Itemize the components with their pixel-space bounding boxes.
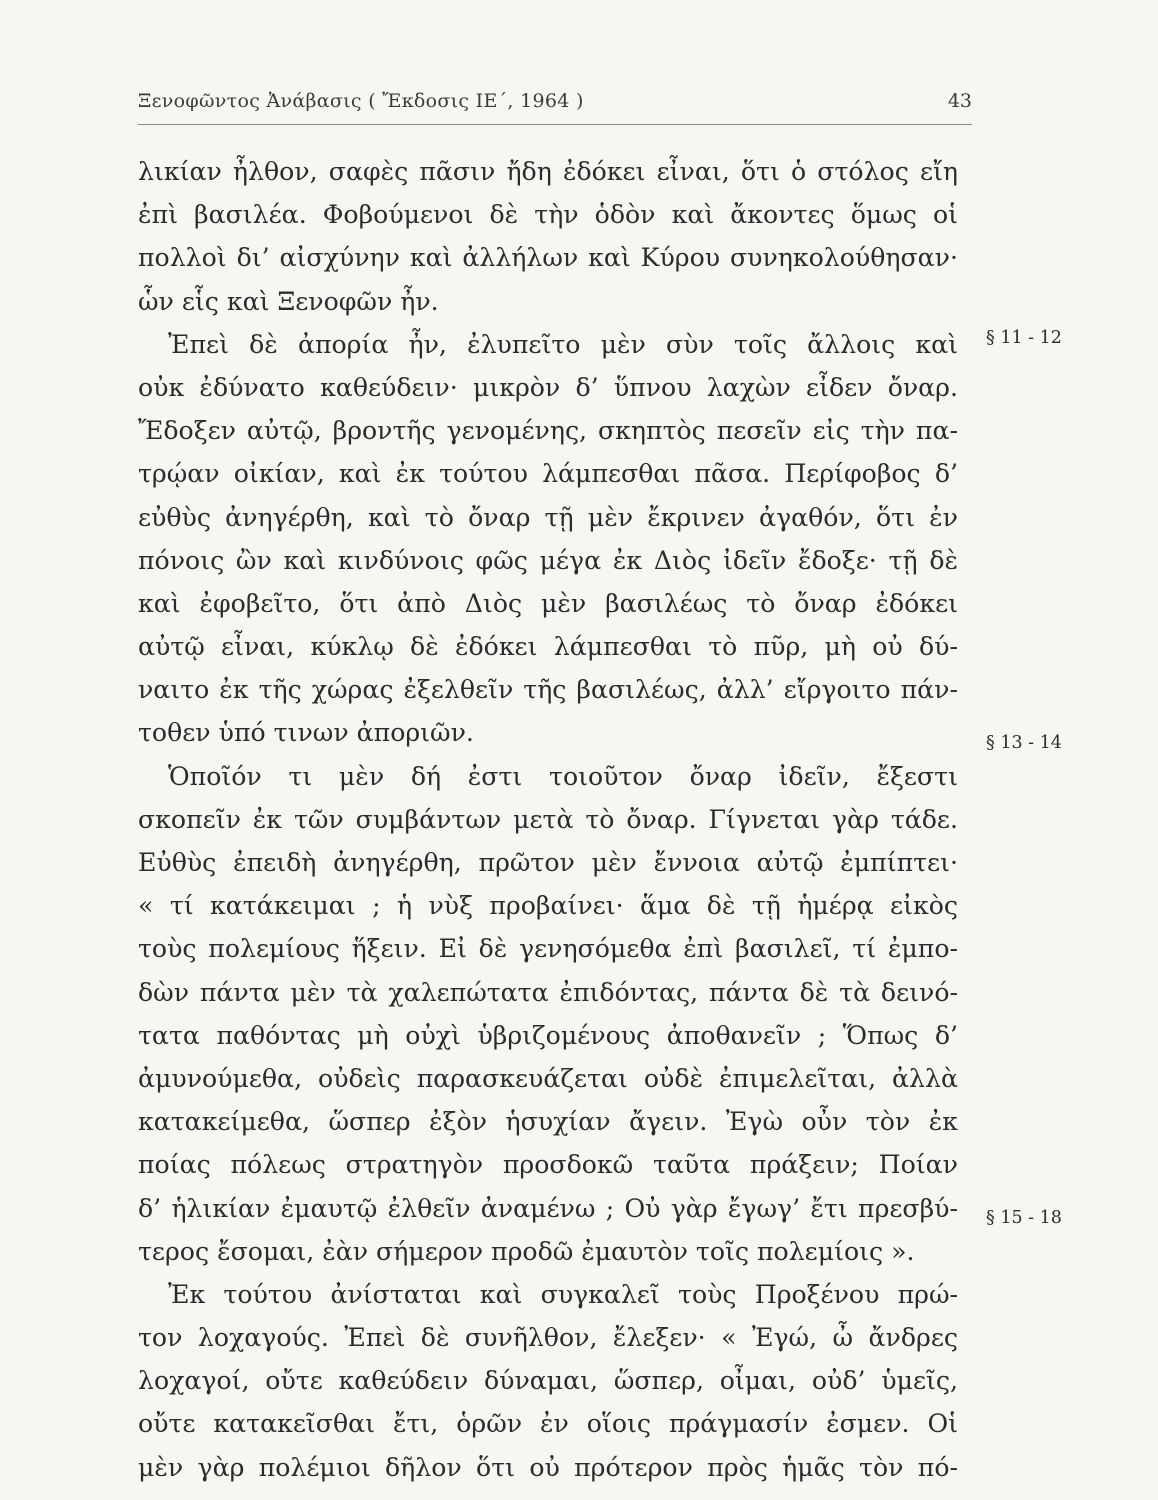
text-line: ναιτο ἐκ τῆς χώρας ἐξελθεῖν τῆς βασιλέως, ἀλλ’ εἴργοιτο πάν-: [138, 675, 958, 705]
text-line: σκοπεῖν ἐκ τῶν συμβάντων μετὰ τὸ ὄναρ. Γίγνεται γὰρ τάδε.: [138, 804, 958, 834]
text-line: τρῴαν οἰκίαν, καὶ ἐκ τούτου λάμπεσθαι πᾶσα. Περίφοβος δ’: [138, 459, 958, 489]
body-text: [138, 150, 958, 1489]
text-line: ὧν εἷς καὶ Ξενοφῶν ἦν.: [138, 286, 439, 316]
text-line: τοὺς πολεμίους ἥξειν. Εἰ δὲ γενησόμεθα ἐπὶ βασιλεῖ, τί ἐμπο-: [138, 934, 958, 964]
text-line: δὼν πάντα μὲν τὰ χαλεπώτατα ἐπιδόντας, πάντα δὲ τὰ δεινό-: [138, 977, 958, 1007]
text-line: ἀμυνούμεθα, οὐδεὶς παρασκευάζεται οὐδὲ ἐπιμελεῖται, ἀλλὰ: [138, 1063, 958, 1093]
margin-note-section: § 15 - 18: [986, 1208, 1062, 1228]
header-title: Ξενοφῶντος Ἀνάβασις ( Ἔκδοσις ΙΕ΄, 1964 ): [138, 90, 584, 112]
text-line: τατα παθόντας μὴ οὐχὶ ὑβριζομένους ἀποθανεῖν ; Ὅπως δ’: [138, 1020, 958, 1050]
text-line: τον λοχαγούς. Ἐπεὶ δὲ συνῆλθον, ἔλεξεν· « Ἐγώ, ὦ ἄνδρες: [138, 1323, 958, 1353]
text-line: λικίαν ἦλθον, σαφὲς πᾶσιν ἤδη ἐδόκει εἶναι, ὅτι ὁ στόλος εἴη: [138, 157, 958, 186]
margin-note-section: § 13 - 14: [986, 733, 1062, 753]
text-line: Ὁποῖόν τι μὲν δή ἐστι τοιοῦτον ὄναρ ἰδεῖν, ἔξεστι: [168, 761, 958, 791]
text-line: Ἔδοξεν αὐτῷ, βροντῆς γενομένης, σκηπτὸς πεσεῖν εἰς τὴν πα-: [138, 416, 958, 446]
text-line: Ἐπεὶ δὲ ἀπορία ἦν, ἐλυπεῖτο μὲν σὺν τοῖς ἄλλοις καὶ: [168, 329, 958, 359]
running-header: [138, 90, 972, 125]
text-line: Ἐκ τούτου ἀνίσταται καὶ συγκαλεῖ τοὺς Προξένου πρώ-: [168, 1279, 958, 1309]
text-line: « τί κατάκειμαι ; ἡ νὺξ προβαίνει· ἅμα δὲ τῇ ἡμέρᾳ εἰκὸς: [138, 891, 958, 921]
text-line: ἐπὶ βασιλέα. Φοβούμενοι δὲ τὴν ὁδὸν καὶ ἄκοντες ὅμως οἱ: [138, 200, 958, 230]
text-line: πόνοις ὢν καὶ κινδύνοις φῶς μέγα ἐκ Διὸς ἰδεῖν ἔδοξε· τῇ δὲ: [138, 545, 958, 575]
text-line: δ’ ἡλικίαν ἐμαυτῷ ἐλθεῖν ἀναμένω ; Οὐ γὰρ ἔγωγ’ ἔτι πρεσβύ-: [138, 1193, 958, 1223]
text-line: οὐκ ἐδύνατο καθεύδειν· μικρὸν δ’ ὕπνου λαχὼν εἶδεν ὄναρ.: [138, 372, 958, 402]
text-line: λοχαγοί, οὔτε καθεύδειν δύναμαι, ὥσπερ, οἶμαι, οὐδ’ ὑμεῖς,: [138, 1366, 958, 1396]
margin-note-section: § 11 - 12: [986, 328, 1062, 348]
text-line: τοθεν ὑπό τινων ἀποριῶν.: [138, 718, 474, 748]
text-line: πολλοὶ δι’ αἰσχύνην καὶ ἀλλήλων καὶ Κύρου συνηκολούθησαν·: [138, 243, 958, 273]
text-line: Εὐθὺς ἐπειδὴ ἀνηγέρθη, πρῶτον μὲν ἔννοια αὐτῷ ἐμπίπτει·: [138, 848, 958, 877]
text-line: ποίας πόλεως στρατηγὸν προσδοκῶ ταῦτα πράξειν; Ποίαν: [138, 1150, 958, 1180]
page-number: 43: [947, 90, 972, 112]
text-line: οὔτε κατακεῖσθαι ἔτι, ὁρῶν ἐν οἵοις πράγμασίν ἐσμεν. Οἱ: [138, 1409, 958, 1439]
text-line: κατακείμεθα, ὥσπερ ἐξὸν ἡσυχίαν ἄγειν. Ἐγὼ οὖν τὸν ἐκ: [138, 1107, 958, 1137]
text-line: αὐτῷ εἶναι, κύκλῳ δὲ ἐδόκει λάμπεσθαι τὸ πῦρ, μὴ οὐ δύ-: [138, 632, 958, 662]
text-line: τερος ἔσομαι, ἐὰν σήμερον προδῶ ἐμαυτὸν τοῖς πολεμίοις ».: [138, 1236, 915, 1266]
text-line: μὲν γὰρ πολέμιοι δῆλον ὅτι οὐ πρότερον πρὸς ἡμᾶς τὸν πό-: [138, 1452, 958, 1482]
text-line: εὐθὺς ἀνηγέρθη, καὶ τὸ ὄναρ τῇ μὲν ἔκρινεν ἀγαθόν, ὅτι ἐν: [138, 502, 958, 532]
text-line: καὶ ἐφοβεῖτο, ὅτι ἀπὸ Διὸς μὲν βασιλέως τὸ ὄναρ ἐδόκει: [138, 588, 958, 618]
